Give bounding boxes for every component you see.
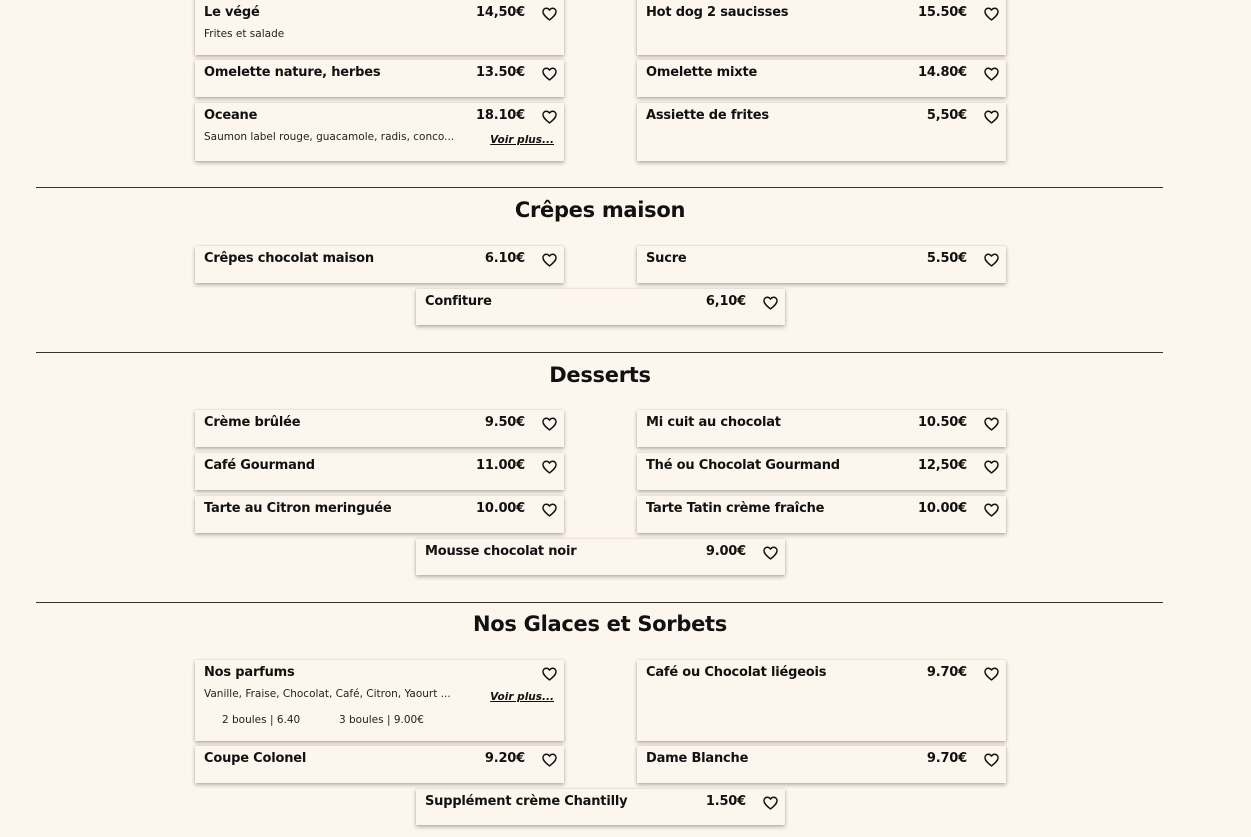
item-name: Le végé	[204, 5, 260, 20]
option-three-scoops[interactable]: 3 boules | 9.00€	[339, 714, 424, 726]
item-name: Hot dog 2 saucisses	[646, 5, 789, 20]
favorite-heart-icon[interactable]	[763, 546, 778, 560]
favorite-heart-icon[interactable]	[542, 503, 557, 517]
option-two-scoops[interactable]: 2 boules | 6.40	[222, 714, 301, 726]
item-price: 10.00€	[476, 501, 525, 516]
favorite-heart-icon[interactable]	[542, 110, 557, 124]
item-name: Dame Blanche	[646, 751, 749, 766]
item-price: 9.70€	[926, 665, 967, 680]
item-description: Frites et salade	[204, 28, 285, 40]
see-more-link[interactable]: Voir plus...	[490, 691, 554, 703]
favorite-heart-icon[interactable]	[984, 503, 999, 517]
favorite-heart-icon[interactable]	[763, 296, 778, 310]
menu-item-card[interactable]	[637, 410, 1006, 447]
item-name: Tarte Tatin crème fraîche	[646, 501, 825, 516]
favorite-heart-icon[interactable]	[542, 417, 557, 431]
favorite-heart-icon[interactable]	[542, 7, 557, 21]
item-price: 18.10€	[476, 108, 525, 123]
item-name: Omelette mixte	[646, 65, 758, 80]
section-title: Crêpes maison	[514, 198, 686, 222]
item-price: 5,50€	[926, 108, 967, 123]
item-price: 13.50€	[476, 65, 525, 80]
item-price: 15.50€	[918, 5, 967, 20]
item-name: Café Gourmand	[204, 458, 315, 473]
item-price: 1.50€	[705, 794, 746, 809]
menu-item-card[interactable]	[195, 453, 564, 490]
favorite-heart-icon[interactable]	[542, 67, 557, 81]
section-divider	[36, 352, 1163, 353]
item-price: 14.80€	[918, 65, 967, 80]
item-name: Omelette nature, herbes	[204, 65, 381, 80]
menu-item-card[interactable]	[637, 746, 1006, 783]
menu-item-card[interactable]	[637, 0, 1006, 55]
favorite-heart-icon[interactable]	[763, 796, 778, 810]
menu-item-card[interactable]	[416, 289, 785, 325]
favorite-heart-icon[interactable]	[984, 253, 999, 267]
menu-item-card[interactable]	[637, 496, 1006, 533]
item-price: 10.50€	[918, 415, 967, 430]
item-price: 12,50€	[918, 458, 967, 473]
menu-item-card[interactable]	[637, 246, 1006, 283]
menu-item-card[interactable]	[416, 539, 785, 575]
menu-item-card[interactable]	[195, 246, 564, 283]
menu-item-card[interactable]	[195, 60, 564, 97]
item-price: 6,10€	[705, 294, 746, 309]
item-description: Saumon label rouge, guacamole, radis, conco...	[204, 131, 455, 143]
item-name: Tarte au Citron meringuée	[204, 501, 392, 516]
item-name: Mousse chocolat noir	[425, 544, 577, 559]
item-name: Café ou Chocolat liégeois	[646, 665, 827, 680]
item-name: Crème brûlée	[204, 415, 301, 430]
menu-item-card[interactable]	[416, 789, 785, 825]
favorite-heart-icon[interactable]	[984, 753, 999, 767]
section-title: Nos Glaces et Sorbets	[473, 612, 727, 636]
favorite-heart-icon[interactable]	[984, 417, 999, 431]
menu-item-card[interactable]	[195, 746, 564, 783]
section-title: Desserts	[549, 363, 651, 387]
item-price: 6.10€	[484, 251, 525, 266]
favorite-heart-icon[interactable]	[984, 460, 999, 474]
menu-item-card[interactable]	[195, 0, 564, 55]
menu-item-card[interactable]	[195, 103, 564, 161]
menu-item-card[interactable]	[195, 660, 564, 741]
menu-item-card[interactable]	[637, 103, 1006, 161]
section-divider	[36, 602, 1163, 603]
item-name: Mi cuit au chocolat	[646, 415, 781, 430]
favorite-heart-icon[interactable]	[984, 110, 999, 124]
item-name: Oceane	[204, 108, 258, 123]
item-name: Confiture	[425, 294, 492, 309]
menu-item-card[interactable]	[637, 60, 1006, 97]
item-price: 9.70€	[926, 751, 967, 766]
favorite-heart-icon[interactable]	[542, 753, 557, 767]
item-name: Nos parfums	[204, 665, 295, 680]
menu-item-card[interactable]	[195, 410, 564, 447]
item-name: Crêpes chocolat maison	[204, 251, 374, 266]
menu-item-card[interactable]	[637, 453, 1006, 490]
menu-item-card[interactable]	[637, 660, 1006, 741]
favorite-heart-icon[interactable]	[984, 67, 999, 81]
item-price: 9.20€	[484, 751, 525, 766]
item-price: 5.50€	[926, 251, 967, 266]
favorite-heart-icon[interactable]	[542, 460, 557, 474]
favorite-heart-icon[interactable]	[542, 253, 557, 267]
item-price: 9.50€	[484, 415, 525, 430]
item-price: 11.00€	[476, 458, 525, 473]
item-price: 14,50€	[476, 5, 525, 20]
see-more-link[interactable]: Voir plus...	[490, 134, 554, 146]
menu-item-card[interactable]	[195, 496, 564, 533]
item-name: Coupe Colonel	[204, 751, 307, 766]
item-name: Thé ou Chocolat Gourmand	[646, 458, 840, 473]
item-price: 10.00€	[918, 501, 967, 516]
favorite-heart-icon[interactable]	[542, 667, 557, 681]
item-name: Sucre	[646, 251, 687, 266]
favorite-heart-icon[interactable]	[984, 7, 999, 21]
item-price: 9.00€	[705, 544, 746, 559]
item-name: Supplément crème Chantilly	[425, 794, 628, 809]
item-name: Assiette de frites	[646, 108, 769, 123]
favorite-heart-icon[interactable]	[984, 667, 999, 681]
item-description: Vanille, Fraise, Chocolat, Café, Citron, Yaourt ...	[204, 688, 451, 700]
section-divider	[36, 187, 1163, 188]
